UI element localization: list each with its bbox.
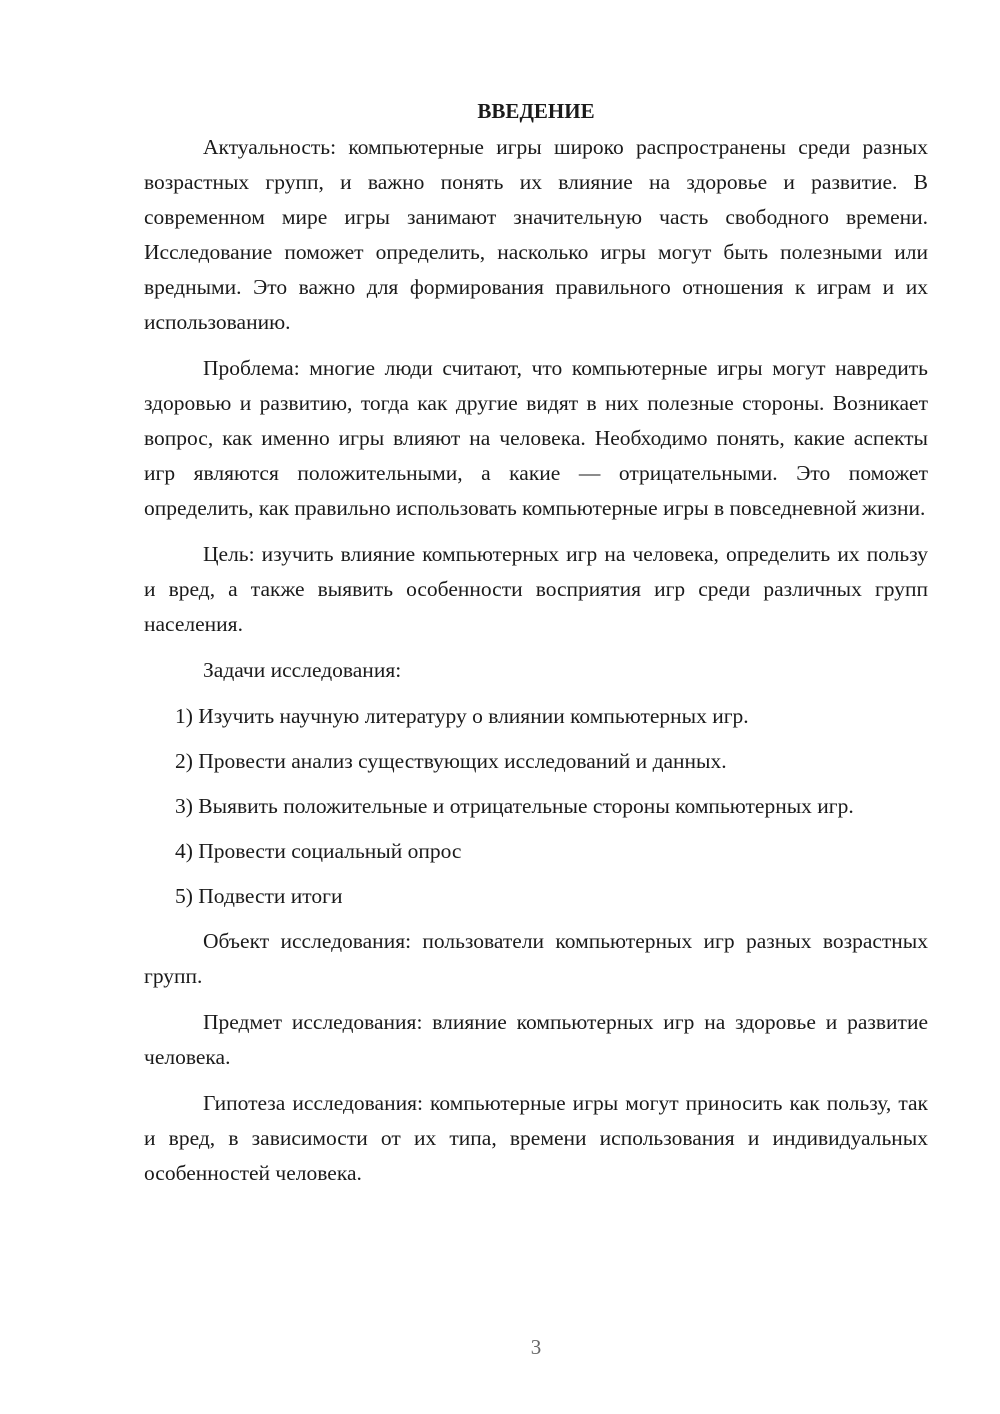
paragraph-goal: Цель: изучить влияние компьютерных игр на человека, определить их пользу и вред, а также выявить особенности восприятия игр среди различных групп населения.	[144, 542, 928, 636]
list-item: 1) Изучить научную литературу о влиянии компьютерных игр.	[175, 704, 749, 728]
tasks-heading: Задачи исследования:	[203, 658, 402, 682]
paragraph-object: Объект исследования: пользователи компьютерных игр разных возрастных групп.	[144, 929, 928, 988]
paragraph-subject: Предмет исследования: влияние компьютерных игр на здоровье и развитие человека.	[144, 1010, 928, 1069]
list-item: 2) Провести анализ существующих исследований и данных.	[175, 749, 727, 773]
list-item: 4) Провести социальный опрос	[175, 839, 462, 863]
page-number: 3	[530, 1335, 542, 1359]
list-item: 5) Подвести итоги	[175, 884, 343, 908]
paragraph-problem: Проблема: многие люди считают, что компьютерные игры могут навредить здоровью и развитию, тогда как другие видят в них полезные стороны. Возникает вопрос, как именно игры влияют на человека. Необходимо понять, какие аспекты игр являются положительными, а какие — отрицательными. Это поможет определить, как правильно использовать компьютерные игры в повседневной жизни.	[144, 356, 928, 520]
paragraph-relevance: Актуальность: компьютерные игры широко распространены среди разных возрастных групп, и важно понять их влияние на здоровье и развитие. В современном мире игры занимают значительную часть свободного времени. Исследование поможет определить, насколько игры могут быть полезными или вредными. Это важно для формирования правильного отношения к играм и их использованию.	[144, 135, 928, 334]
list-item: 3) Выявить положительные и отрицательные стороны компьютерных игр.	[175, 794, 854, 818]
tasks-list	[144, 699, 928, 914]
paragraph-hypothesis: Гипотеза исследования: компьютерные игры могут приносить как пользу, так и вред, в зависимости от их типа, времени использования и индивидуальных особенностей человека.	[144, 1091, 928, 1185]
page-content	[144, 94, 928, 1202]
page-title: ВВЕДЕНИЕ	[477, 99, 595, 123]
